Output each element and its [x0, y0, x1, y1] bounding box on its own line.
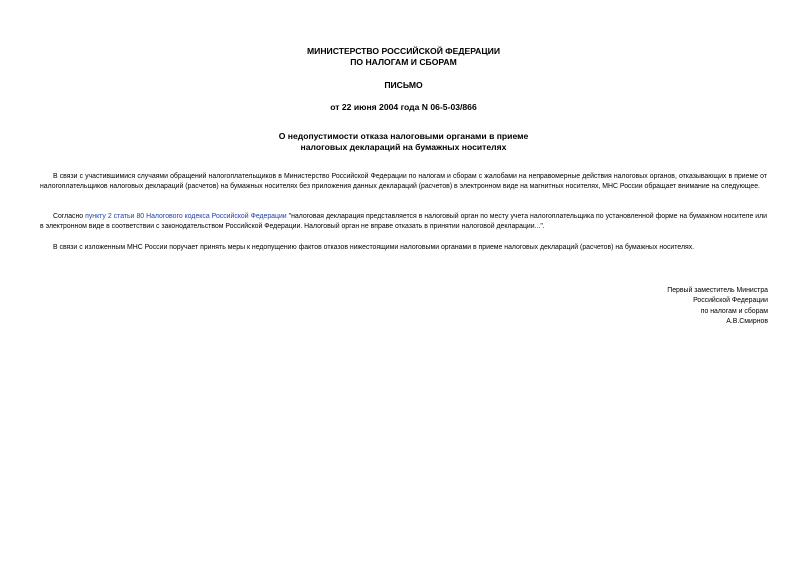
signature-position: Первый заместитель Министра: [667, 287, 768, 294]
paragraph-2-prefix: Согласно: [53, 213, 86, 220]
ministry-title-line2: ПО НАЛОГАМ И СБОРАМ: [350, 57, 457, 67]
signature-department: по налогам и сборам: [700, 307, 768, 315]
document-date-number: от 22 июня 2004 года N 06-5-03/866: [330, 102, 477, 112]
signature-block: [667, 286, 768, 328]
document-subject-line1: О недопустимости отказа налоговыми органами в приеме: [278, 131, 529, 141]
document-subject-line2: налоговых деклараций на бумажных носителях: [300, 142, 507, 152]
document-type: ПИСЬМО: [384, 80, 423, 90]
tax-code-article-link[interactable]: пункту 2 статьи 80 Налогового кодекса Российской Федерации: [85, 213, 287, 220]
paragraph-2-suffix: "налоговая декларация представляется в налоговый орган по месту учета налогоплательщика по установленной форме на бумажном носителе или в электронном виде в соответствии с законодательством Российской Федерации. Налоговый орган не вправе отказать в принятии налоговой декларации...".: [40, 213, 767, 231]
body-paragraph-3: В связи с изложенным МНС России поручает принять меры к недопущению фактов отказов нижестоящими налоговыми органами в приеме налоговых деклараций (расчетов) на бумажных носителях.: [53, 244, 695, 251]
body-paragraph-1: В связи с участившимися случаями обращений налогоплательщиков в Министерство Российской Федерации по налогам и сборам с жалобами на неправомерные действия налоговых органов, отказывающих в приеме от налогоплательщиков налоговых деклараций (расчетов) на бумажных носителях без приложения данных деклараций (расчетов) в электронном виде на магнитных носителях, МНС России обращает внимание на следующее.: [40, 173, 767, 191]
signature-country: Российской Федерации: [693, 297, 768, 305]
signature-name: А.В.Смирнов: [726, 318, 768, 326]
body-paragraph-2: [40, 212, 767, 233]
ministry-title-line1: МИНИСТЕРСТВО РОССИЙСКОЙ ФЕДЕРАЦИИ: [306, 46, 501, 56]
